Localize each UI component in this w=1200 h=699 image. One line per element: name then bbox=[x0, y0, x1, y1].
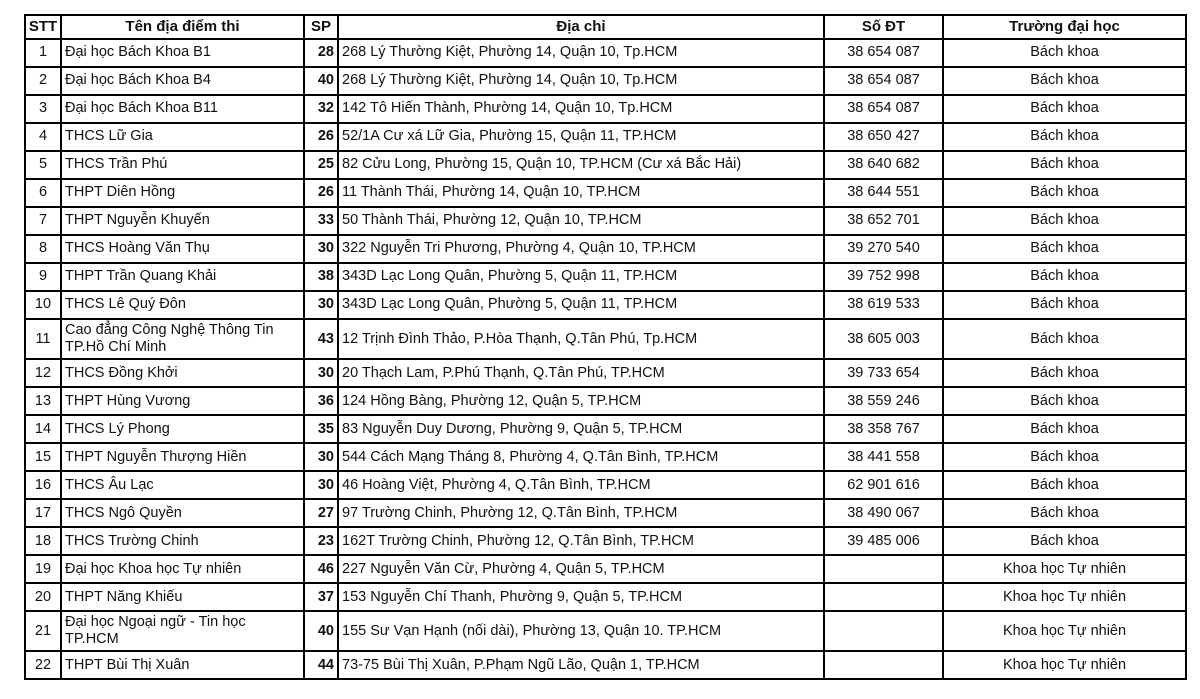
cell-phone: 38 619 533 bbox=[824, 291, 943, 319]
cell-name: THCS Lê Quý Đôn bbox=[61, 291, 304, 319]
cell-stt: 13 bbox=[25, 387, 61, 415]
cell-phone: 38 654 087 bbox=[824, 67, 943, 95]
cell-stt: 6 bbox=[25, 179, 61, 207]
table-row bbox=[25, 207, 1186, 235]
cell-university: Bách khoa bbox=[943, 235, 1186, 263]
cell-university: Bách khoa bbox=[943, 67, 1186, 95]
col-header-stt: STT bbox=[25, 15, 61, 39]
cell-phone: 38 559 246 bbox=[824, 387, 943, 415]
table-row bbox=[25, 471, 1186, 499]
cell-name: THPT Bùi Thị Xuân bbox=[61, 651, 304, 679]
cell-name: Đại học Khoa học Tự nhiên bbox=[61, 555, 304, 583]
table-row bbox=[25, 151, 1186, 179]
cell-address: 153 Nguyễn Chí Thanh, Phường 9, Quận 5, TP.HCM bbox=[338, 583, 824, 611]
cell-stt: 7 bbox=[25, 207, 61, 235]
cell-university: Bách khoa bbox=[943, 387, 1186, 415]
cell-address: 52/1A Cư xá Lữ Gia, Phường 15, Quận 11, TP.HCM bbox=[338, 123, 824, 151]
table-row bbox=[25, 499, 1186, 527]
table-row bbox=[25, 443, 1186, 471]
cell-sp: 25 bbox=[304, 151, 338, 179]
cell-stt: 19 bbox=[25, 555, 61, 583]
cell-phone: 38 441 558 bbox=[824, 443, 943, 471]
cell-name: THPT Năng Khiếu bbox=[61, 583, 304, 611]
table-row bbox=[25, 291, 1186, 319]
cell-name: Đại học Bách Khoa B11 bbox=[61, 95, 304, 123]
cell-phone: 39 485 006 bbox=[824, 527, 943, 555]
cell-sp: 36 bbox=[304, 387, 338, 415]
cell-stt: 1 bbox=[25, 39, 61, 67]
col-header-phone: Số ĐT bbox=[824, 15, 943, 39]
cell-sp: 43 bbox=[304, 319, 338, 359]
cell-name: THCS Trần Phú bbox=[61, 151, 304, 179]
cell-phone: 38 650 427 bbox=[824, 123, 943, 151]
cell-university: Khoa học Tự nhiên bbox=[943, 583, 1186, 611]
cell-university: Khoa học Tự nhiên bbox=[943, 651, 1186, 679]
cell-address: 142 Tô Hiến Thành, Phường 14, Quận 10, Tp.HCM bbox=[338, 95, 824, 123]
cell-name: THCS Âu Lạc bbox=[61, 471, 304, 499]
cell-sp: 23 bbox=[304, 527, 338, 555]
cell-sp: 37 bbox=[304, 583, 338, 611]
cell-address: 322 Nguyễn Tri Phương, Phường 4, Quận 10, TP.HCM bbox=[338, 235, 824, 263]
cell-address: 50 Thành Thái, Phường 12, Quận 10, TP.HCM bbox=[338, 207, 824, 235]
cell-phone: 62 901 616 bbox=[824, 471, 943, 499]
table-row bbox=[25, 263, 1186, 291]
header-row bbox=[25, 15, 1186, 39]
exam-sites-table bbox=[24, 14, 1187, 680]
cell-sp: 33 bbox=[304, 207, 338, 235]
cell-stt: 17 bbox=[25, 499, 61, 527]
cell-sp: 40 bbox=[304, 67, 338, 95]
table-row bbox=[25, 67, 1186, 95]
cell-sp: 27 bbox=[304, 499, 338, 527]
cell-stt: 22 bbox=[25, 651, 61, 679]
table-row bbox=[25, 387, 1186, 415]
cell-sp: 30 bbox=[304, 235, 338, 263]
col-header-sp: SP bbox=[304, 15, 338, 39]
cell-address: 268 Lý Thường Kiệt, Phường 14, Quận 10, Tp.HCM bbox=[338, 67, 824, 95]
cell-university: Bách khoa bbox=[943, 123, 1186, 151]
cell-sp: 32 bbox=[304, 95, 338, 123]
table-row bbox=[25, 39, 1186, 67]
cell-phone: 39 270 540 bbox=[824, 235, 943, 263]
cell-phone: 38 358 767 bbox=[824, 415, 943, 443]
cell-name: THCS Lữ Gia bbox=[61, 123, 304, 151]
cell-university: Bách khoa bbox=[943, 151, 1186, 179]
cell-sp: 40 bbox=[304, 611, 338, 651]
cell-name: THCS Đồng Khởi bbox=[61, 359, 304, 387]
cell-sp: 46 bbox=[304, 555, 338, 583]
cell-sp: 30 bbox=[304, 291, 338, 319]
cell-phone: 39 752 998 bbox=[824, 263, 943, 291]
table-row bbox=[25, 319, 1186, 359]
table-row bbox=[25, 555, 1186, 583]
cell-sp: 26 bbox=[304, 123, 338, 151]
cell-address: 73-75 Bùi Thị Xuân, P.Phạm Ngũ Lão, Quận 1, TP.HCM bbox=[338, 651, 824, 679]
cell-phone bbox=[824, 611, 943, 651]
cell-phone: 38 654 087 bbox=[824, 95, 943, 123]
cell-address: 162T Trường Chinh, Phường 12, Q.Tân Bình, TP.HCM bbox=[338, 527, 824, 555]
cell-stt: 18 bbox=[25, 527, 61, 555]
cell-address: 343D Lạc Long Quân, Phường 5, Quận 11, TP.HCM bbox=[338, 263, 824, 291]
cell-address: 82 Cửu Long, Phường 15, Quận 10, TP.HCM (Cư xá Bắc Hải) bbox=[338, 151, 824, 179]
cell-university: Bách khoa bbox=[943, 39, 1186, 67]
cell-university: Bách khoa bbox=[943, 207, 1186, 235]
cell-address: 155 Sư Vạn Hạnh (nối dài), Phường 13, Quận 10. TP.HCM bbox=[338, 611, 824, 651]
cell-name: THCS Ngô Quyền bbox=[61, 499, 304, 527]
cell-phone: 38 644 551 bbox=[824, 179, 943, 207]
col-header-name: Tên địa điểm thi bbox=[61, 15, 304, 39]
cell-name: Đại học Ngoại ngữ - Tin học TP.HCM bbox=[61, 611, 304, 651]
cell-name: THPT Nguyễn Thượng Hiền bbox=[61, 443, 304, 471]
cell-phone: 38 605 003 bbox=[824, 319, 943, 359]
cell-phone: 38 654 087 bbox=[824, 39, 943, 67]
cell-university: Bách khoa bbox=[943, 319, 1186, 359]
cell-address: 11 Thành Thái, Phường 14, Quận 10, TP.HCM bbox=[338, 179, 824, 207]
cell-phone bbox=[824, 651, 943, 679]
cell-stt: 9 bbox=[25, 263, 61, 291]
table-row bbox=[25, 359, 1186, 387]
table-row bbox=[25, 611, 1186, 651]
cell-stt: 16 bbox=[25, 471, 61, 499]
cell-phone bbox=[824, 583, 943, 611]
cell-phone bbox=[824, 555, 943, 583]
cell-phone: 38 652 701 bbox=[824, 207, 943, 235]
cell-name: THCS Hoàng Văn Thụ bbox=[61, 235, 304, 263]
cell-university: Bách khoa bbox=[943, 415, 1186, 443]
cell-stt: 11 bbox=[25, 319, 61, 359]
table-row bbox=[25, 235, 1186, 263]
cell-sp: 38 bbox=[304, 263, 338, 291]
cell-stt: 2 bbox=[25, 67, 61, 95]
cell-stt: 4 bbox=[25, 123, 61, 151]
cell-address: 83 Nguyễn Duy Dương, Phường 9, Quận 5, TP.HCM bbox=[338, 415, 824, 443]
cell-stt: 14 bbox=[25, 415, 61, 443]
cell-university: Bách khoa bbox=[943, 95, 1186, 123]
cell-sp: 30 bbox=[304, 471, 338, 499]
col-header-address: Địa chỉ bbox=[338, 15, 824, 39]
table-row bbox=[25, 651, 1186, 679]
cell-university: Khoa học Tự nhiên bbox=[943, 555, 1186, 583]
cell-sp: 35 bbox=[304, 415, 338, 443]
cell-address: 12 Trịnh Đình Thảo, P.Hòa Thạnh, Q.Tân Phú, Tp.HCM bbox=[338, 319, 824, 359]
cell-stt: 20 bbox=[25, 583, 61, 611]
cell-sp: 30 bbox=[304, 443, 338, 471]
cell-stt: 5 bbox=[25, 151, 61, 179]
cell-address: 46 Hoàng Việt, Phường 4, Q.Tân Bình, TP.HCM bbox=[338, 471, 824, 499]
table-row bbox=[25, 123, 1186, 151]
cell-university: Bách khoa bbox=[943, 443, 1186, 471]
cell-university: Bách khoa bbox=[943, 471, 1186, 499]
cell-address: 20 Thạch Lam, P.Phú Thạnh, Q.Tân Phú, TP.HCM bbox=[338, 359, 824, 387]
cell-sp: 30 bbox=[304, 359, 338, 387]
table-row bbox=[25, 179, 1186, 207]
cell-stt: 12 bbox=[25, 359, 61, 387]
cell-name: Cao đẳng Công Nghệ Thông Tin TP.Hồ Chí Minh bbox=[61, 319, 304, 359]
cell-address: 343D Lạc Long Quân, Phường 5, Quận 11, TP.HCM bbox=[338, 291, 824, 319]
cell-name: THPT Trần Quang Khải bbox=[61, 263, 304, 291]
cell-stt: 10 bbox=[25, 291, 61, 319]
cell-university: Bách khoa bbox=[943, 179, 1186, 207]
cell-address: 227 Nguyễn Văn Cừ, Phường 4, Quận 5, TP.HCM bbox=[338, 555, 824, 583]
cell-name: THPT Nguyễn Khuyến bbox=[61, 207, 304, 235]
cell-sp: 28 bbox=[304, 39, 338, 67]
cell-address: 124 Hồng Bàng, Phường 12, Quận 5, TP.HCM bbox=[338, 387, 824, 415]
cell-university: Bách khoa bbox=[943, 499, 1186, 527]
cell-address: 97 Trường Chinh, Phường 12, Q.Tân Bình, TP.HCM bbox=[338, 499, 824, 527]
table-row bbox=[25, 415, 1186, 443]
cell-university: Bách khoa bbox=[943, 527, 1186, 555]
table-row bbox=[25, 583, 1186, 611]
table-row bbox=[25, 95, 1186, 123]
cell-name: THCS Trường Chinh bbox=[61, 527, 304, 555]
cell-sp: 44 bbox=[304, 651, 338, 679]
table-row bbox=[25, 527, 1186, 555]
cell-phone: 38 490 067 bbox=[824, 499, 943, 527]
cell-university: Bách khoa bbox=[943, 263, 1186, 291]
cell-name: THPT Hùng Vương bbox=[61, 387, 304, 415]
cell-university: Bách khoa bbox=[943, 291, 1186, 319]
cell-stt: 3 bbox=[25, 95, 61, 123]
cell-address: 544 Cách Mạng Tháng 8, Phường 4, Q.Tân Bình, TP.HCM bbox=[338, 443, 824, 471]
cell-university: Bách khoa bbox=[943, 359, 1186, 387]
cell-address: 268 Lý Thường Kiệt, Phường 14, Quận 10, Tp.HCM bbox=[338, 39, 824, 67]
cell-phone: 38 640 682 bbox=[824, 151, 943, 179]
col-header-university: Trường đại học bbox=[943, 15, 1186, 39]
cell-stt: 8 bbox=[25, 235, 61, 263]
cell-name: THPT Diên Hồng bbox=[61, 179, 304, 207]
cell-stt: 15 bbox=[25, 443, 61, 471]
cell-name: THCS Lý Phong bbox=[61, 415, 304, 443]
cell-university: Khoa học Tự nhiên bbox=[943, 611, 1186, 651]
cell-sp: 26 bbox=[304, 179, 338, 207]
cell-name: Đại học Bách Khoa B4 bbox=[61, 67, 304, 95]
table-body bbox=[25, 39, 1186, 679]
cell-phone: 39 733 654 bbox=[824, 359, 943, 387]
cell-name: Đại học Bách Khoa B1 bbox=[61, 39, 304, 67]
cell-stt: 21 bbox=[25, 611, 61, 651]
